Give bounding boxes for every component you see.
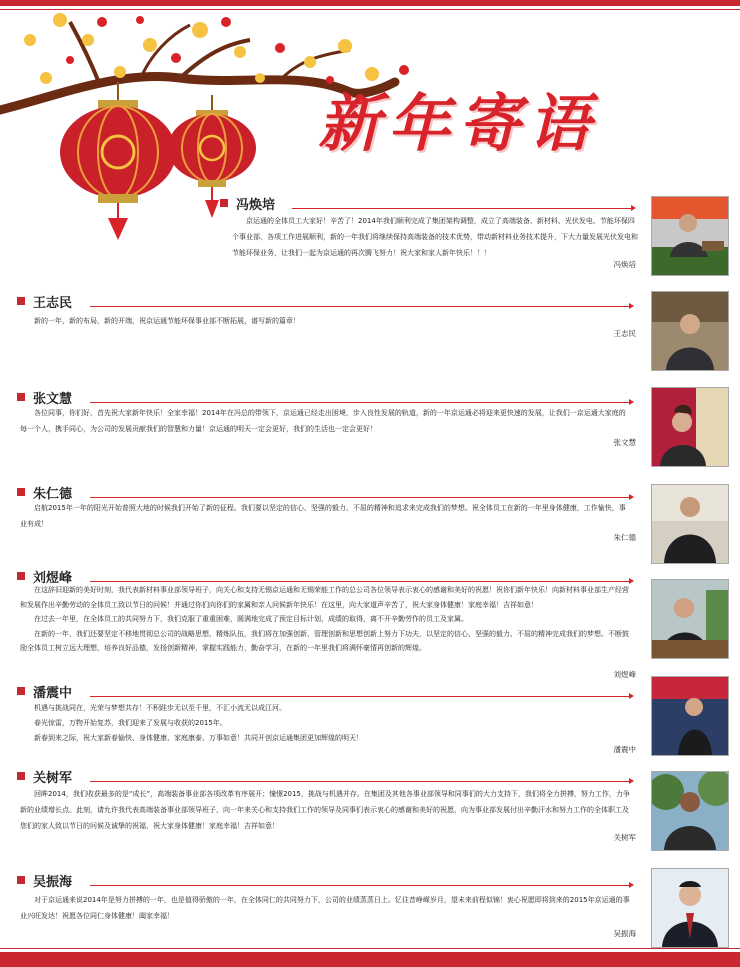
- greeting-section: [0, 681, 740, 765]
- section-name: 吴振海: [33, 874, 73, 890]
- section-body: [20, 405, 630, 437]
- greeting-section: [0, 870, 740, 950]
- section-body: [20, 701, 630, 746]
- section-marker: [17, 393, 25, 401]
- greeting-section: [0, 566, 740, 679]
- page-title: 新年寄语: [318, 87, 599, 160]
- portrait-photo: [651, 676, 729, 756]
- signature: 关树军: [613, 833, 636, 842]
- body-paragraph: 新的一年，新的布局，新的开端，祝京运通节能环保事业部不断拓展，谱写新的篇章！: [34, 317, 300, 325]
- greeting-section: [0, 482, 740, 566]
- section-body: [20, 892, 630, 924]
- section-divider: [90, 781, 630, 782]
- body-paragraph: 在过去一年里，在全体员工的共同努力下，我们克服了重重困难，圆满地完成了预定目标计划，成绩的取得，离不开辛勤劳作的员工及家属。: [34, 615, 468, 623]
- section-divider: [90, 885, 630, 886]
- signature: 吴振海: [613, 929, 636, 938]
- section-name: 刘煜峰: [33, 570, 73, 586]
- portrait-photo: [651, 196, 729, 276]
- signature: 王志民: [613, 329, 636, 338]
- section-marker: [220, 199, 228, 207]
- section-divider: [90, 497, 630, 498]
- body-paragraph: 对于京运通来说2014年是努力拼搏的一年，也是值得骄傲的一年，在全体同仁的共同努力下，公司的业绩蒸蒸日上。忆往昔峥嵘岁月，望未来前程似锦！衷心祝愿即将到来的2015年京运通的事业兴旺发达！祝愿各位同仁身体健康！阖家幸福！: [20, 896, 630, 920]
- section-marker: [17, 772, 25, 780]
- body-paragraph: 在新的一年，我们还要坚定不移地贯彻总公司的战略思想，精炼队伍，我们将在加强创新、管理创新和思想创新上努力下功夫，以坚定的信心、坚强的毅力、不屈的精神完成我们的梦想。不断鼓励全体员工树立远大理想，培养良好品德，发扬创新精神，掌握实践能力，勤奋学习，在新的一年里我们将满怀豪情再创新的辉煌。: [20, 629, 629, 652]
- section-name: 王志民: [33, 295, 73, 311]
- greeting-section: [0, 193, 740, 280]
- section-name: 朱仁德: [33, 486, 73, 502]
- section-marker: [17, 687, 25, 695]
- section-name: 冯焕培: [236, 197, 276, 213]
- signature: 朱仁德: [613, 533, 636, 542]
- section-body: [20, 786, 630, 834]
- portrait-photo: [651, 868, 729, 948]
- body-paragraph: 在这辞旧迎新的美好时刻，我代表新材料事业部领导班子，向关心和支持无锡京运通和无锡荣能工作的总公司各位领导表示衷心的感谢和美好的祝愿！祝你们新年快乐！向新材料事业部生产经营和发展作出辛勤劳动的全体员工致以节日的问候！并通过你们向你们的家属和亲人问候新年快乐！在这里，向大家道声辛苦了，祝大家身体健康！家庭幸福！吉祥如意！: [20, 586, 629, 609]
- body-paragraph: 春光惊雷，万物开始复苏，我们迎来了发展与收获的2015年。: [34, 719, 227, 727]
- section-marker: [17, 572, 25, 580]
- body-paragraph: 回眸2014，我们收获最多的是“成长”，高端装备事业部各项改革有序展开；憧憬2015，挑战与机遇并存。在集团及其他各事业部领导和同事们的大力支持下，我们将全力拼搏，努力工作，力争新的业绩增长点。此刻，请允许我代表高端装备事业部领导班子，向一年来关心和支持我们工作的领导及同事们表示衷心的感谢和美好的祝愿，向为事业部发展付出辛勤汗水和努力工作的全体职工及您们的家人致以节日的问候及诚挚的祝福，祝大家身体健康！家庭幸福！吉祥如意！: [20, 790, 630, 830]
- body-paragraph: 启航2015年一年的阳光开始普照大地的时候我们开始了新的征程。我们要以坚定的信心、坚强的毅力、不屈的精神和追求来完成我们的梦想。祝全体员工在新的一年里身体健康，工作愉快，事业有成！: [20, 504, 626, 528]
- section-body: [20, 500, 630, 532]
- section-divider: [292, 208, 632, 209]
- section-marker: [17, 488, 25, 496]
- section-divider: [90, 696, 630, 697]
- signature: 刘煜峰: [613, 670, 636, 679]
- section-name: 张文慧: [33, 391, 73, 407]
- greeting-section: [0, 766, 740, 854]
- section-body: [20, 583, 630, 656]
- portrait-photo: [651, 484, 729, 564]
- greeting-section: [0, 291, 740, 371]
- section-name: 潘震中: [33, 685, 73, 701]
- section-marker: [17, 876, 25, 884]
- signature: 张文慧: [613, 438, 636, 447]
- portrait-photo: [651, 771, 729, 851]
- signature: 潘震中: [613, 745, 636, 754]
- section-body: [20, 313, 630, 329]
- portrait-photo: [651, 387, 729, 467]
- portrait-photo: [651, 291, 729, 371]
- body-paragraph: 新春到来之际，祝大家新春愉快、身体健康、家庭康泰、万事如意！共同开创京运通集团更加辉煌的明天！: [34, 734, 363, 742]
- signature: 冯焕培: [613, 260, 636, 269]
- portrait-photo: [651, 579, 729, 659]
- section-divider: [90, 306, 630, 307]
- section-divider: [90, 402, 630, 403]
- body-paragraph: 各位同事，你们好，首先祝大家新年快乐！全家幸福！2014年在冯总的带领下，京运通已经走出困境，步入良性发展的轨道，新的一年京运通必将迎来更快速的发展，让我们一京运通大家庭的每一个人，携手同心，为公司的发展贡献我们的智慧和力量！京运通的明天一定会更好，我们的生活也一定会更好！: [20, 409, 626, 433]
- section-body: [232, 213, 640, 261]
- section-marker: [17, 297, 25, 305]
- body-paragraph: 京运通的全体员工大家好！辛苦了！2014年我们顺利完成了集团架构调整，成立了高端装备、新材料、光伏发电、节能环保四个事业部，各项工作进展顺利，新的一年我们将继续保持高端装备的技术优势，带动新材料业务技术提升，下大力量发展光伏发电和节能环保业务，让我们一起为京运通的再次腾飞努力！祝大家和家人新年快乐！！！: [232, 217, 638, 257]
- body-paragraph: 机遇与挑战同在，光荣与梦想共存！不积跬步无以至千里，不汇小流无以成江河。: [34, 704, 286, 712]
- bottom-border-bar: [0, 952, 740, 967]
- section-divider: [90, 581, 630, 582]
- greeting-section: [0, 387, 740, 471]
- bottom-border-line: [0, 948, 740, 949]
- section-name: 关树军: [33, 770, 73, 786]
